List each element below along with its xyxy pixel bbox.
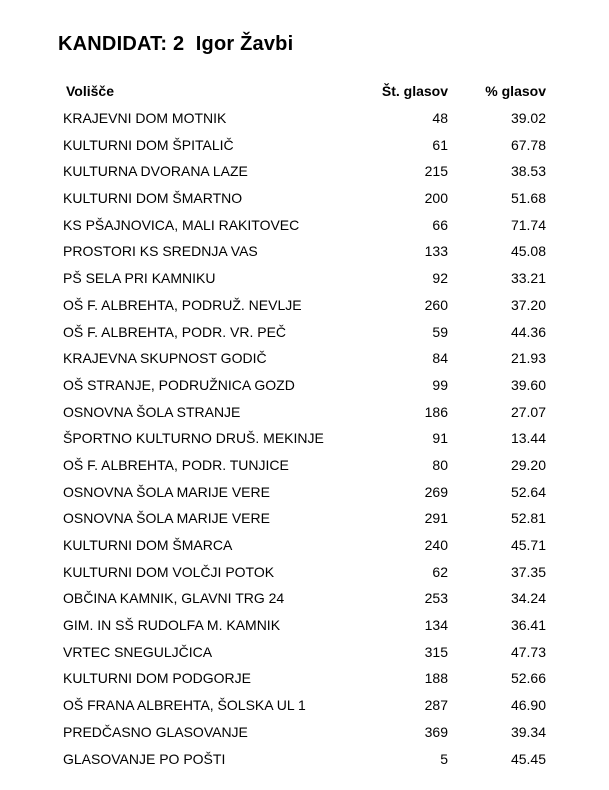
cell-percent: 29.20 [510, 456, 546, 473]
table-row [63, 318, 546, 345]
cell-polling-place: OSNOVNA ŠOLA MARIJE VERE [63, 483, 270, 500]
column-header-percent: % glasov [485, 83, 546, 100]
table-row [63, 398, 546, 425]
table-row [63, 505, 546, 532]
cell-percent: 27.07 [510, 403, 546, 420]
table-row [63, 238, 546, 265]
cell-votes: 260 [424, 296, 448, 313]
cell-polling-place: OSNOVNA ŠOLA STRANJE [63, 403, 241, 420]
table-row [63, 745, 546, 772]
table-row [63, 532, 546, 559]
column-header-polling-place: Volišče [66, 83, 114, 100]
cell-votes: 269 [424, 483, 448, 500]
cell-percent: 52.66 [510, 670, 546, 687]
cell-percent: 44.36 [510, 323, 546, 340]
cell-polling-place: GLASOVANJE PO POŠTI [63, 750, 226, 767]
cell-votes: 66 [432, 216, 448, 233]
table-header-row [63, 78, 546, 105]
cell-votes: 369 [424, 723, 448, 740]
cell-polling-place: PROSTORI KS SREDNJA VAS [63, 243, 258, 260]
table-row [63, 345, 546, 372]
cell-polling-place: OSNOVNA ŠOLA MARIJE VERE [63, 510, 270, 527]
table-row [63, 665, 546, 692]
cell-percent: 37.35 [510, 563, 546, 580]
cell-percent: 46.90 [510, 697, 546, 714]
table-row [63, 131, 546, 158]
cell-percent: 13.44 [510, 430, 546, 447]
cell-percent: 39.34 [510, 723, 546, 740]
cell-polling-place: KS PŠAJNOVICA, MALI RAKITOVEC [63, 216, 300, 233]
cell-votes: 5 [440, 750, 448, 767]
table-row [63, 185, 546, 212]
results-table [63, 78, 546, 772]
cell-percent: 45.45 [510, 750, 546, 767]
cell-votes: 48 [432, 110, 448, 127]
cell-percent: 47.73 [510, 643, 546, 660]
cell-votes: 59 [432, 323, 448, 340]
table-row [63, 372, 546, 399]
cell-votes: 92 [432, 270, 448, 287]
cell-percent: 39.02 [510, 110, 546, 127]
cell-votes: 315 [424, 643, 448, 660]
cell-votes: 91 [432, 430, 448, 447]
table-row [63, 692, 546, 719]
cell-polling-place: ŠPORTNO KULTURNO DRUŠ. MEKINJE [63, 430, 324, 447]
cell-percent: 45.08 [510, 243, 546, 260]
cell-votes: 215 [424, 163, 448, 180]
candidate-title: KANDIDAT: 2 Igor Žavbi [58, 33, 294, 55]
column-header-votes: Št. glasov [381, 83, 448, 100]
cell-polling-place: OŠ FRANA ALBREHTA, ŠOLSKA UL 1 [63, 697, 306, 714]
table-row [63, 478, 546, 505]
cell-votes: 240 [424, 537, 448, 554]
cell-votes: 287 [424, 697, 448, 714]
table-row [63, 425, 546, 452]
cell-percent: 34.24 [510, 590, 546, 607]
cell-percent: 52.64 [510, 483, 546, 500]
cell-votes: 133 [424, 243, 448, 260]
cell-polling-place: PREDČASNO GLASOVANJE [63, 723, 248, 740]
cell-percent: 52.81 [510, 510, 546, 527]
table-row [63, 211, 546, 238]
cell-polling-place: OŠ F. ALBREHTA, PODRUŽ. NEVLJE [63, 296, 302, 313]
table-row [63, 719, 546, 746]
cell-polling-place: OBČINA KAMNIK, GLAVNI TRG 24 [63, 590, 285, 607]
table-row [63, 292, 546, 319]
cell-polling-place: OŠ F. ALBREHTA, PODR. TUNJICE [63, 456, 289, 473]
table-row [63, 452, 546, 479]
results-table-body [63, 105, 546, 772]
cell-percent: 45.71 [510, 537, 546, 554]
cell-votes: 200 [424, 190, 448, 207]
cell-polling-place: KULTURNI DOM PODGORJE [63, 670, 251, 687]
cell-percent: 38.53 [510, 163, 546, 180]
cell-polling-place: VRTEC SNEGULJČICA [63, 643, 213, 660]
cell-votes: 99 [432, 376, 448, 393]
cell-votes: 62 [432, 563, 448, 580]
table-row [63, 105, 546, 132]
cell-percent: 39.60 [510, 376, 546, 393]
table-row [63, 585, 546, 612]
table-row [63, 612, 546, 639]
cell-percent: 67.78 [510, 136, 546, 153]
cell-polling-place: KULTURNI DOM ŠMARCA [63, 537, 233, 554]
cell-votes: 80 [432, 456, 448, 473]
cell-percent: 51.68 [510, 190, 546, 207]
cell-polling-place: OŠ STRANJE, PODRUŽNICA GOZD [63, 376, 295, 393]
cell-percent: 37.20 [510, 296, 546, 313]
cell-votes: 186 [424, 403, 448, 420]
cell-polling-place: KULTURNI DOM ŠPITALIČ [63, 136, 234, 153]
cell-polling-place: GIM. IN SŠ RUDOLFA M. KAMNIK [63, 617, 281, 634]
cell-percent: 36.41 [510, 617, 546, 634]
cell-votes: 253 [424, 590, 448, 607]
cell-percent: 21.93 [510, 350, 546, 367]
cell-polling-place: KULTURNI DOM VOLČJI POTOK [63, 563, 275, 580]
cell-percent: 71.74 [510, 216, 546, 233]
table-row [63, 638, 546, 665]
cell-votes: 188 [424, 670, 448, 687]
cell-votes: 61 [432, 136, 448, 153]
cell-polling-place: KRAJEVNI DOM MOTNIK [63, 110, 227, 127]
cell-votes: 84 [432, 350, 448, 367]
table-row [63, 265, 546, 292]
cell-polling-place: KULTURNI DOM ŠMARTNO [63, 190, 243, 207]
cell-polling-place: KRAJEVNA SKUPNOST GODIČ [63, 350, 267, 367]
cell-votes: 134 [424, 617, 448, 634]
cell-votes: 291 [424, 510, 448, 527]
cell-polling-place: PŠ SELA PRI KAMNIKU [63, 270, 216, 287]
cell-polling-place: KULTURNA DVORANA LAZE [63, 163, 248, 180]
table-row [63, 158, 546, 185]
table-row [63, 558, 546, 585]
cell-percent: 33.21 [510, 270, 546, 287]
cell-polling-place: OŠ F. ALBREHTA, PODR. VR. PEČ [63, 323, 287, 340]
